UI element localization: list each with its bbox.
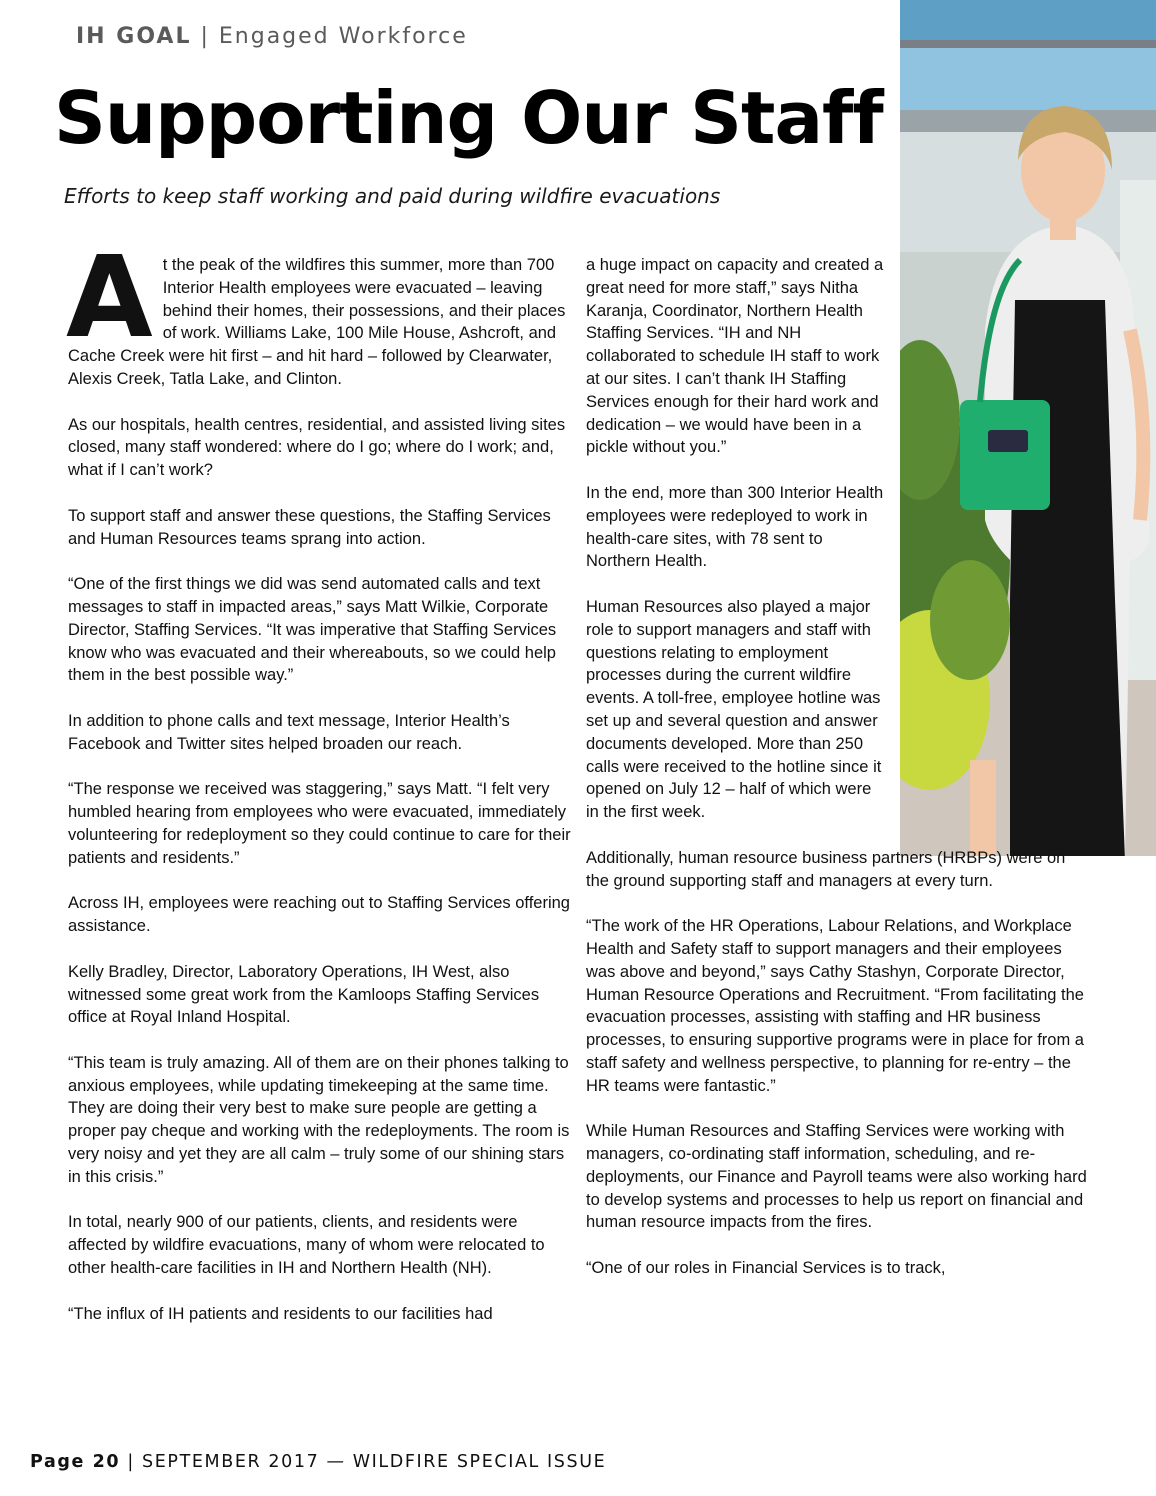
issue-label: SEPTEMBER 2017 — WILDFIRE SPECIAL ISSUE — [142, 1452, 607, 1472]
kicker-goal: IH GOAL — [76, 24, 192, 49]
paragraph: a huge impact on capacity and created a great need for more staff,” says Nitha Karanja, Coordinator, Northern Health Staffing Services. “IH and NH collaborated to schedule IH staff to work at our sites. I can’t thank IH Staffing Services enough for their hard work and dedication – we would have been in a pickle without you.” — [586, 256, 884, 457]
paragraph: As our hospitals, health centres, residential, and assisted living sites closed, many staff wondered: where do I go; where do I work; and, what if I can’t work? — [68, 415, 566, 480]
paragraph-text: t the peak of the wildfires this summer, more than 700 Interior Health employees were evacuated – leaving behind their homes, their possessions, and their places of work. Williams Lake, 100 Mile House, Ashcroft, and Cache Creek were hit first – and hit hard – followed by Clearwater, Alexis Creek, Tatla Lake, and Clinton. — [68, 256, 566, 388]
page-title: Supporting Our Staff — [54, 76, 883, 160]
paragraph: “The influx of IH patients and residents to our facilities had — [68, 1304, 493, 1323]
kicker-separator: | — [191, 24, 219, 49]
paragraph: “The work of the HR Operations, Labour Relations, and Workplace Health and Safety staff to support managers and their employees was above and beyond,” says Cathy Stashyn, Corporate Director, Human Resource Operations and Recruitment. “From facilitating the evacuation processes, assisting with staffing and HR business processes, to ensuring supportive programs were in place for from a staff safety and wellness perspective, to planning for re-entry – the HR teams were fantastic.” — [586, 917, 1084, 1095]
page-number: Page 20 — [30, 1452, 121, 1472]
kicker — [76, 24, 468, 49]
paragraph: Additionally, human resource business partners (HRBPs) were on the ground supporting staff and managers at every turn. — [586, 848, 1066, 890]
paragraph: “The response we received was staggering,” says Matt. “I felt very humbled hearing from employees who were evacuated, immediately volunteering for redeployment so they could continue to care for their patients and residents.” — [68, 780, 571, 867]
page-footer — [30, 1452, 606, 1472]
article-column-2 — [586, 254, 1091, 1303]
paragraph: In total, nearly 900 of our patients, clients, and residents were affected by wildfire evacuations, many of whom were relocated to other health-care facilities in IH and Northern Health (NH). — [68, 1213, 545, 1278]
paragraph — [66, 233, 574, 391]
paragraph: While Human Resources and Staffing Services were working with managers, co-ordinating staff information, scheduling, and re-deployments, our Finance and Payroll teams were also working hard to develop systems and processes to help us report on financial and human resource impacts from the fires. — [586, 1122, 1087, 1232]
paragraph: “This team is truly amazing. All of them are on their phones talking to anxious employees, while updating timekeeping at the same time. They are doing their very best to make sure people are getting a proper pay cheque and working with the redeployments. The room is very noisy and yet they are all calm – truly some of our shining stars in this crisis.” — [68, 1053, 570, 1186]
paragraph: Across IH, employees were reaching out to Staffing Services offering assistance. — [68, 894, 570, 936]
page-subtitle: Efforts to keep staff working and paid during wildfire evacuations — [64, 184, 721, 208]
paragraph: Human Resources also played a major role to support managers and staff with questions relating to employment processes during the current wildfire events. A toll-free, employee hotline was set up and several question and answer documents developed. More than 250 calls were received to the hotline since it opened on July 12 – half of which were in the first week. — [586, 597, 882, 822]
article-column-1 — [66, 233, 574, 1348]
paragraph: “One of the first things we did was send automated calls and text messages to staff in impacted areas,” says Matt Wilkie, Corporate Director, Staffing Services. “It was imperative that Staffing Services know who was evacuated and their whereabouts, so we could help them in the best possible way.” — [68, 575, 557, 685]
paragraph: “One of our roles in Financial Services is to track, — [586, 1259, 946, 1278]
kicker-topic: Engaged Workforce — [218, 24, 468, 49]
paragraph: In addition to phone calls and text message, Interior Health’s Facebook and Twitter sites helped broaden our reach. — [68, 711, 510, 753]
footer-separator: | — [120, 1452, 143, 1472]
paragraph: Kelly Bradley, Director, Laboratory Operations, IH West, also witnessed some great work from the Kamloops Staffing Services office at Royal Inland Hospital. — [68, 962, 540, 1027]
paragraph: In the end, more than 300 Interior Health employees were redeployed to work in health-care sites, with 78 sent to Northern Health. — [586, 483, 884, 571]
drop-cap: A — [66, 233, 153, 363]
paragraph: To support staff and answer these questions, the Staffing Services and Human Resources teams sprang into action. — [68, 506, 551, 548]
